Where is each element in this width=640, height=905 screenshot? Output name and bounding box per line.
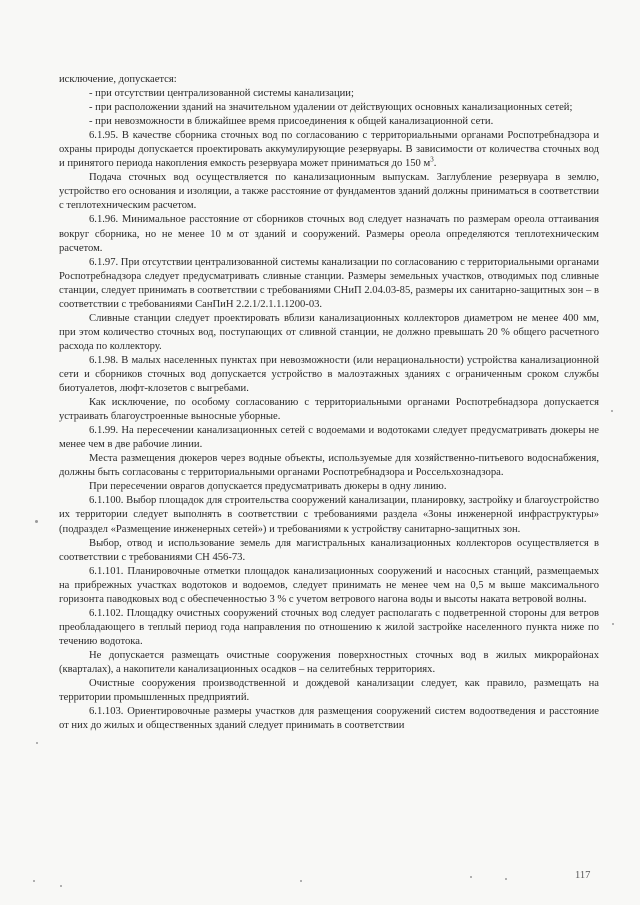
scan-speck: [300, 880, 302, 882]
scan-speck: [470, 876, 472, 878]
paragraph-6-1-101: 6.1.101. Планировочные отметки площадок канализационных сооружений и насосных станций, размещаемых на прибрежных участках водотоков и водоемов, следует принимать не менее чем на 0,5 м выше максимального горизонта паводковых вод с обеспеченностью 3 % с учетом ветрового нагона воды и высоты наката ветровой волны.: [59, 565, 599, 605]
paragraph: Подача сточных вод осуществляется по канализационным выпускам. Заглубление резервуара в землю, устройство его основания и изоляции, а также расстояние от фундаментов зданий должны приниматься в соответствии с теплотехническим расчетом.: [59, 172, 599, 212]
paragraph-6-1-98: 6.1.98. В малых населенных пунктах при невозможности (или нерациональности) устройства канализационной сети и сборников сточных вод допускается устройство в малоэтажных зданиях с ограниченным сроком службы биотуалетов, люфт-клозетов с выгребами.: [59, 354, 599, 395]
paragraph-6-1-96: 6.1.96. Минимальное расстояние от сборников сточных вод следует назначать по размерам ореола оттаивания вокруг сборника, но не менее 10 м от зданий и сооружений. Размеры ореола определяются теплотехническим расчетом.: [59, 214, 599, 254]
page-number: 117: [575, 870, 591, 881]
paragraph: Очистные сооружения производственной и дождевой канализации следует, как правило, размещать на территории промышленных предприятий.: [59, 678, 599, 704]
paragraph-text: 6.1.95. В качестве сборника сточных вод по согласованию с территориальными органами Роспотребнадзора и охраны природы допускается проектировать аккумулирующие резервуары. В зависимости от количества сточных вод и принятого периода накопления емкость резервуара может приниматься до 150 м: [59, 130, 599, 170]
paragraph-6-1-99: 6.1.99. На пересечении канализационных сетей с водоемами и водотоками следует предусматривать дюкеры не менее чем в две рабочие линии.: [59, 425, 599, 451]
scan-speck: [35, 520, 38, 523]
scan-speck: [611, 410, 613, 412]
list-item: - при невозможности в ближайшее время присоединения к общей канализационной сети.: [89, 116, 494, 128]
paragraph-6-1-95: [59, 129, 599, 171]
paragraph-6-1-97: 6.1.97. При отсутствии централизованной системы канализации по согласованию с территориальными органами Роспотребнадзора следует предусматривать сливные станции. Размеры земельных участков, отводимых под сливные станции, следует принимать в соответствии с требованиями СНиП 2.04.03-85, размеры их санитарно-защитных зон – в соответствии с требованиями СанПиН 2.2.1/2.1.1.1200-03.: [59, 256, 599, 310]
paragraph: Как исключение, по особому согласованию с территориальными органами Роспотребнадзора допускается устраивать благоустроенные выносные уборные.: [59, 397, 599, 423]
list-item: - при расположении зданий на значительном удалении от действующих основных канализационных сетей;: [89, 102, 573, 114]
paragraph: Сливные станции следует проектировать вблизи канализационных коллекторов диаметром не менее 400 мм, при этом количество сточных вод, поступающих от сливной станции, не должно превышать 20 % общего расчетного расхода по коллектору.: [59, 312, 599, 352]
paragraph: Выбор, отвод и использование земель для магистральных канализационных коллекторов осуществляется в соответствии с требованиями СН 456-73.: [59, 537, 599, 563]
list-item: - при отсутствии централизованной системы канализации;: [89, 88, 354, 100]
document-body: [59, 73, 599, 733]
paragraph-6-1-100: 6.1.100. Выбор площадок для строительства сооружений канализации, планировку, застройку и благоустройство их территории следует выполнять в соответствии с требованиями раздела «Зоны инженерной инфраструктуры» (подраздел «Размещение инженерных сетей») и требованиями к устройству санитарно-защитных зон.: [59, 495, 599, 535]
paragraph: исключение, допускается:: [59, 74, 177, 85]
paragraph-6-1-102: 6.1.102. Площадку очистных сооружений сточных вод следует располагать с подветренной стороны для ветров преобладающего в теплый период года направления по отношению к жилой застройке населенного пункта ниже по течению водотока.: [59, 607, 599, 647]
scan-speck: [612, 623, 614, 625]
scan-speck: [505, 878, 507, 880]
paragraph-tail: .: [433, 158, 437, 170]
paragraph: Не допускается размещать очистные сооружения поверхностных сточных вод в жилых микрорайонах (кварталах), а накопители канализационных осадков – на селитебных территориях.: [59, 649, 599, 675]
scan-speck: [60, 885, 62, 887]
paragraph-6-1-103: 6.1.103. Ориентировочные размеры участков для размещения сооружений систем водоотведения и расстояние от них до жилых и общественных зданий следует принимать в соответствии: [59, 706, 599, 732]
scan-speck: [36, 742, 38, 744]
paragraph: Места размещения дюкеров через водные объекты, используемые для хозяйственно-питьевого водоснабжения, должны быть согласованы с территориальными органами Роспотребнадзора и Россельхознадзора.: [59, 453, 599, 479]
superscript: 3: [430, 155, 434, 164]
paragraph: При пересечении оврагов допускается предусматривать дюкеры в одну линию.: [89, 481, 447, 493]
scan-speck: [33, 880, 35, 882]
